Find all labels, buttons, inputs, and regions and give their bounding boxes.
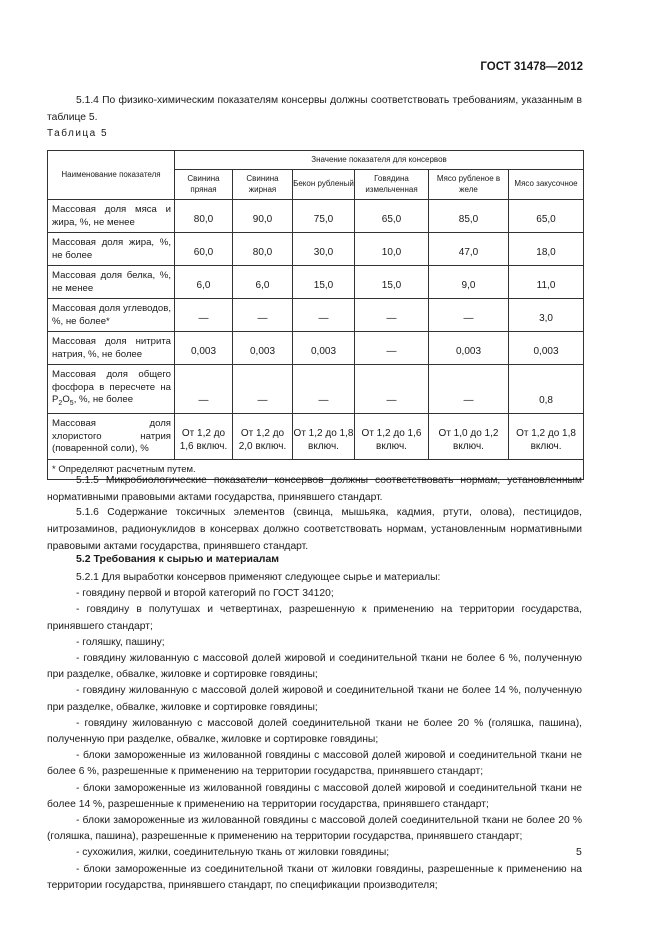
subscript: 5: [69, 399, 74, 407]
row-label-text: Массовая доля общего фосфора в пересчете на P: [52, 369, 171, 405]
cell: 18,0: [509, 233, 584, 266]
cell: —: [175, 299, 233, 332]
col-header: Мясо закусочное: [509, 170, 584, 200]
row-label: Массовая доля углеводов, %, не более*: [48, 299, 175, 332]
cell: 11,0: [509, 266, 584, 299]
cell: 10,0: [355, 233, 429, 266]
list-item: - говядину жилованную с массовой долей жировой и соединительной ткани не более 14 %, полученную при разделке, обвалке, жиловке и сортировке говядины;: [47, 685, 582, 713]
cell: —: [355, 365, 429, 414]
cell: —: [355, 299, 429, 332]
cell: —: [233, 365, 293, 414]
table-row: [48, 200, 584, 233]
list-item: - говядину жилованную с массовой долей соединительной ткани не более 20 % (голяшка, пашина), полученную при разделке, обвалке, жиловке и сортировке говядины;: [47, 717, 582, 746]
col-header: Мясо рубленое в желе: [429, 170, 509, 200]
list-item: - блоки замороженные из жилованной говядины с массовой долей соединительной ткани не более 20 % (голяшка, пашина), разрешенные к применению на территории государства, принявшего стандарт;: [47, 815, 582, 843]
raw-material-list: [47, 570, 582, 894]
cell: От 1,2 до 1,8 включ.: [509, 414, 584, 460]
cell: От 1,0 до 1,2 включ.: [429, 414, 509, 460]
cell: —: [429, 299, 509, 332]
list-item: - сухожилия, жилки, соединительную ткань от жиловки говядины;: [76, 847, 390, 859]
col-header: Бекон рубленый: [293, 170, 355, 200]
cell: 15,0: [355, 266, 429, 299]
col-header-name: Наименование показателя: [48, 151, 175, 200]
row-label: Массовая доля белка, %, не менее: [48, 266, 175, 299]
paragraph-5-1-4: 5.1.4 По физико-химическим показателям консервы должны соответствовать требованиям, указанным в таблице 5.: [47, 95, 582, 123]
table-row: [48, 299, 584, 332]
table-row: [48, 365, 584, 414]
row-label: Массовая доля жира, %, не более: [48, 233, 175, 266]
cell: —: [233, 299, 293, 332]
cell: 30,0: [293, 233, 355, 266]
cell: 9,0: [429, 266, 509, 299]
cell: 0,003: [233, 332, 293, 365]
list-item: 5.2.1 Для выработки консервов применяют следующее сырье и материалы:: [76, 572, 441, 583]
table-footnote: * Определяют расчетным путем.: [48, 459, 584, 479]
page-number: 5: [576, 846, 582, 858]
table-row: [48, 332, 584, 365]
cell: —: [293, 365, 355, 414]
cell: 65,0: [355, 200, 429, 233]
col-header: Говядина измельченная: [355, 170, 429, 200]
table-row: [48, 266, 584, 299]
table-caption: Таблица 5: [47, 128, 109, 139]
table-row: [48, 233, 584, 266]
paragraph-5-1-6: 5.1.6 Содержание токсичных элементов (свинца, мышьяка, кадмия, ртути, олова), пестицидов, нитрозаминов, радионуклидов в консервах должно соответствовать нормам, установленным нормативными правовыми актами государства, принявшего стандарт.: [47, 507, 582, 552]
cell: 75,0: [293, 200, 355, 233]
cell: 15,0: [293, 266, 355, 299]
cell: 3,0: [509, 299, 584, 332]
cell: 90,0: [233, 200, 293, 233]
list-item: - голяшку, пашину;: [76, 636, 165, 648]
cell: —: [429, 365, 509, 414]
row-label: Массовая доля хлористого натрия (поваренной соли), %: [48, 414, 175, 460]
list-item: - говядину первой и второй категорий по ГОСТ 34120;: [76, 588, 334, 600]
row-label: Массовая доля нитрита натрия, %, не более: [48, 332, 175, 365]
list-item: - блоки замороженные из жилованной говядины с массовой долей жировой и соединительной ткани не более 14 %, разрешенные к применению на территории государства, принявшего стандарт;: [47, 782, 582, 810]
group-header: Значение показателя для консервов: [175, 151, 584, 170]
cell: От 1,2 до 1,8 включ.: [293, 414, 355, 460]
col-header: Свинина жирная: [233, 170, 293, 200]
cell: 0,003: [175, 332, 233, 365]
cell: 60,0: [175, 233, 233, 266]
table-5: [47, 150, 584, 480]
cell: 80,0: [175, 200, 233, 233]
col-header: Свинина пряная: [175, 170, 233, 200]
cell: —: [355, 332, 429, 365]
row-label: [48, 365, 175, 414]
table-row: [48, 414, 584, 460]
cell: От 1,2 до 1,6 включ.: [175, 414, 233, 460]
cell: 65,0: [509, 200, 584, 233]
cell: 80,0: [233, 233, 293, 266]
cell: 6,0: [233, 266, 293, 299]
row-label: Массовая доля мяса и жира, %, не менее: [48, 200, 175, 233]
subscript: 2: [58, 399, 63, 407]
cell: 0,003: [509, 332, 584, 365]
cell: 6,0: [175, 266, 233, 299]
cell: 0,003: [429, 332, 509, 365]
list-item: - блоки замороженные из соединительной ткани от жиловки говядины, разрешенные к применению на территории государства, принявшего стандарт, по спецификации производителя;: [47, 863, 582, 891]
list-item: - говядину жилованную с массовой долей жировой и соединительной ткани не более 6 %, полученную при разделке, обвалке, жиловке и сортировке говядины;: [47, 653, 582, 681]
section-heading-5-2: 5.2 Требования к сырью и материалам: [76, 553, 280, 565]
row-label-text: O: [62, 394, 70, 405]
cell: От 1,2 до 2,0 включ.: [233, 414, 293, 460]
cell: 47,0: [429, 233, 509, 266]
document-header: ГОСТ 31478—2012: [480, 61, 583, 73]
row-label-text: , %, не более: [73, 394, 134, 405]
cell: 0,003: [293, 332, 355, 365]
list-item: - говядину в полутушах и четвертинах, разрешенную к применению на территории государства, принявшего стандарт;: [47, 604, 582, 632]
cell: От 1,2 до 1,6 включ.: [355, 414, 429, 460]
cell: 85,0: [429, 200, 509, 233]
paragraph-5-1-5: 5.1.5 Микробиологические показатели консервов должны соответствовать нормам, установленным нормативными правовыми актами государства, принявшего стандарт.: [47, 475, 582, 503]
cell: —: [175, 365, 233, 414]
list-item: - блоки замороженные из жилованной говядины с массовой долей жировой и соединительной ткани не более 6 %, разрешенные к применению на территории государства, принявшего стандарт;: [47, 750, 582, 778]
cell: —: [293, 299, 355, 332]
cell: 0,8: [509, 365, 584, 414]
